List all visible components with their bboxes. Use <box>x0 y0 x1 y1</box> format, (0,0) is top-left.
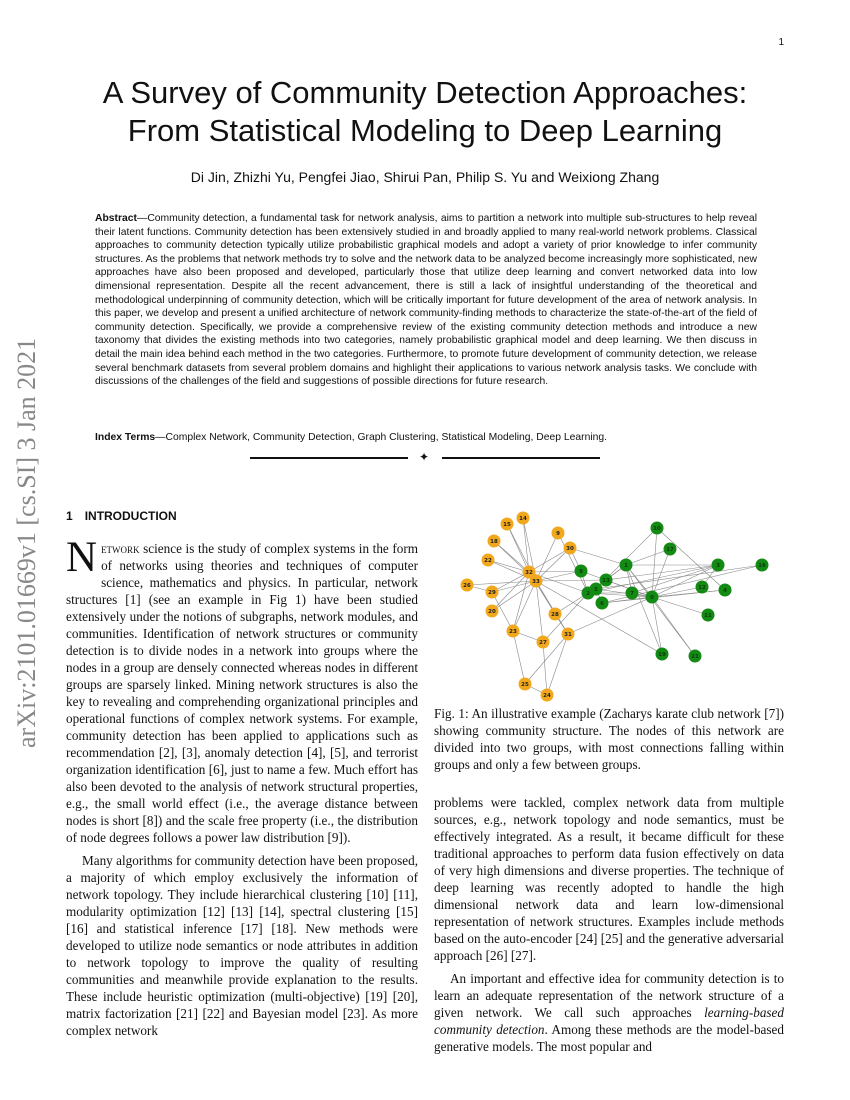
intro-smallcaps: etwork <box>101 541 140 556</box>
network-node <box>656 648 669 661</box>
network-edge <box>626 549 670 565</box>
network-edge <box>626 565 695 656</box>
separator-line-right <box>442 457 600 459</box>
network-node-label: 11 <box>704 613 712 619</box>
network-edge <box>529 571 581 572</box>
abstract-text: —Community detection, a fundamental task for network analysis, aims to partition a network into multiple sub-structures to help reveal their latent functions. Community detection has been extensively studied in and broadly applied to many real-world network problems. Classical approaches to community detection typically utilize probabilistic graphical models and adopt a variety of prior knowledge to infer community structures. As the problems that network methods try to solve and the network data to be analyzed become increasingly more sophisticated, new approaches have also been proposed and developed, particularly those that utilize deep learning and convert networked data into low dimensional representation. Despite all the recent advancement, there is still a lack of insightful understanding of the theoretical and methodological underpinning of community detection, which will be critically important for future development of the area of network analysis. In this paper, we develop and present a unified architecture of network community-finding methods to characterize the state-of-the-art of the field of community detection. Specifically, we provide a comprehensive review of the existing community detection methods and introduce a new taxonomy that divides the existing methods into two categories, namely probabilistic graphical model and deep learning. We then discuss in detail the main idea behind each method in the two categories. Furthermore, to promote future development of community detection, we release several benchmark datasets from several problem domains and highlight their applications to various network analysis tasks. We conclude with discussions of the challenges of the field and suggestions of possible directions for future research. <box>95 213 757 388</box>
network-node <box>646 591 659 604</box>
network-node <box>696 581 709 594</box>
page-number: 1 <box>778 37 784 48</box>
network-edge <box>523 518 529 572</box>
index-terms-label: Index Terms <box>95 432 156 443</box>
network-edge <box>570 548 626 565</box>
abstract-label: Abstract <box>95 213 137 224</box>
network-node <box>626 587 639 600</box>
network-edge <box>536 571 581 581</box>
network-node <box>620 559 633 572</box>
network-edge <box>652 587 702 597</box>
network-node-label: 32 <box>525 570 533 576</box>
network-node <box>517 512 530 525</box>
network-node <box>596 597 609 610</box>
network-node <box>600 574 613 587</box>
network-node <box>501 518 514 531</box>
network-node <box>486 586 499 599</box>
network-edge <box>536 581 568 634</box>
network-node <box>519 678 532 691</box>
network-node-label: 15 <box>503 522 511 528</box>
network-node-label: 25 <box>521 682 529 688</box>
left-column <box>66 534 418 1039</box>
network-node <box>461 579 474 592</box>
separator-line-left <box>250 457 408 459</box>
index-terms-text: —Complex Network, Community Detection, Graph Clustering, Statistical Modeling, Deep Learning. <box>155 432 608 443</box>
network-edge <box>513 631 525 684</box>
network-node-label: 7 <box>630 591 634 597</box>
separator-diamond-icon: ✦ <box>419 450 430 464</box>
network-node <box>689 650 702 663</box>
network-node <box>702 609 715 622</box>
network-node <box>482 554 495 567</box>
section-separator <box>250 449 600 465</box>
network-node-label: 10 <box>653 526 661 532</box>
network-node <box>582 587 595 600</box>
title-line-1: A Survey of Community Detection Approaches: <box>102 75 748 110</box>
network-node-label: 19 <box>658 652 666 658</box>
index-terms <box>95 431 757 445</box>
network-node-label: 3 <box>716 563 720 569</box>
network-node-label: 14 <box>519 516 527 522</box>
figure-caption: Fig. 1: An illustrative example (Zacharys karate club network [7]) showing community structure. The nodes of this network are divided into two groups, with most connections falling within groups and only a few between groups. <box>434 706 784 772</box>
network-node-label: 21 <box>691 654 699 660</box>
network-node <box>507 625 520 638</box>
network-edge <box>492 581 536 592</box>
network-node-label: 0 <box>650 595 654 601</box>
learning-based-term: learning-based community detection <box>434 1005 784 1037</box>
network-node <box>549 608 562 621</box>
network-edge <box>536 548 570 581</box>
network-node <box>486 605 499 618</box>
right-paragraph-2-end: . Among these methods are the model-based generative models. The most popular and <box>434 1022 784 1054</box>
abstract <box>95 212 757 389</box>
network-edge <box>657 528 725 590</box>
section-number: 1 <box>66 509 73 523</box>
author-list: Di Jin, Zhizhi Yu, Pengfei Jiao, Shirui Pan, Philip S. Yu and Weixiong Zhang <box>190 169 660 185</box>
network-node-label: 16 <box>758 563 766 569</box>
network-node <box>719 584 732 597</box>
network-node-label: 22 <box>484 558 492 564</box>
network-edge <box>543 642 547 695</box>
network-node <box>537 636 550 649</box>
section-title: INTRODUCTION <box>84 509 177 523</box>
network-node-label: 9 <box>556 531 560 537</box>
network-edge <box>547 634 568 695</box>
network-node <box>575 565 588 578</box>
drop-cap: N <box>66 534 98 581</box>
network-node <box>664 543 677 556</box>
network-edge <box>652 597 708 615</box>
network-node <box>552 527 565 540</box>
network-node-label: 26 <box>463 583 471 589</box>
network-edge <box>602 590 725 603</box>
right-column <box>434 794 784 1055</box>
network-node <box>562 628 575 641</box>
network-node-label: 30 <box>566 546 574 552</box>
network-edge <box>536 581 543 642</box>
network-node <box>651 522 664 535</box>
network-node <box>488 535 501 548</box>
network-node-label: 2 <box>586 591 590 597</box>
network-edge <box>568 597 652 634</box>
network-node-label: 1 <box>624 563 628 569</box>
intro-paragraph-1 <box>66 534 418 846</box>
network-node-label: 5 <box>594 587 598 593</box>
network-node-label: 31 <box>564 632 572 638</box>
network-node-label: 13 <box>602 578 610 584</box>
network-node <box>530 575 543 588</box>
right-paragraph-1: problems were tackled, complex network data from multiple sources, e.g., network topology and node semantics, must be effectively integrated. As a result, it became difficult for these traditional approaches to perform data fusion effectively on data of very high dimensions and diverse properties. The technique of deep learning was recently adopted to handle the high dimensional network data and learn low-dimensional representation of network structures. Examples include methods based on the auto-encoder [24] [25] and the generative adversarial approach [26] [27]. <box>434 795 784 963</box>
network-node-label: 29 <box>488 590 496 596</box>
network-edge <box>652 528 657 597</box>
network-node-label: 17 <box>666 547 674 553</box>
network-node-label: 24 <box>543 693 551 699</box>
right-paragraph-2-start: An important and effective idea for community detection is to learn an adequate representation of the network structure of a given network. We call such approaches <box>434 971 784 1020</box>
intro-paragraph-2: Many algorithms for community detection have been proposed, a majority of which employ exclusively the information of network topology. They include hierarchical clustering [10] [11], modularity optimization [12] [13] [14], spectral clustering [15] [16] and statistical inference [17] [18]. New methods were developed to utilize node semantics or node attributes in addition to network topology to improve the quality of resulting communities and meanwhile provide explanation to the results. These include heuristic optimization (multi-objective) [19] [20], matrix factorization [21] [22] and Bayesian model [23]. As more complex network <box>66 853 418 1038</box>
network-node-label: 6 <box>600 601 604 607</box>
network-node-label: 23 <box>509 629 517 635</box>
network-node-label: 28 <box>551 612 559 618</box>
title-line-2: From Statistical Modeling to Deep Learning <box>127 113 723 148</box>
network-node <box>564 542 577 555</box>
network-edge <box>536 580 606 581</box>
network-node-label: 33 <box>532 579 540 585</box>
network-node-label: 8 <box>579 569 583 575</box>
network-node <box>712 559 725 572</box>
network-node-label: 20 <box>488 609 496 615</box>
section-heading <box>66 509 177 523</box>
right-paragraph-2 <box>434 970 784 1055</box>
intro-paragraph-1-text: science is the study of complex systems in the form of networks using theories and techniques of computer science, mathematics and physics. In particular, network structures [1] (see an example in Fig 1) have been studied extensively under the notions of subgraphs, network modules, and communities. Identification of network structures or community detection is to divide nodes in a network into groups where the nodes in a group are densely connected whereas nodes in different groups are sparsely linked. Mining network structures is also the key to revealing and comprehending organizational principles and operational functions of complex network systems. For example, community detection has been applied to applications such as recommendation [2], [3], anomaly detection [4], [5], and terrorist organization identification [6], just to name a few. Much effort has also been devoted to the analysis of network structural properties, e.g., the small world effect (i.e., the average distance between nodes is short [8]) and the scale free property (i.e., the distribution of node degrees follows a power law distribution [9]). <box>66 541 418 845</box>
paper-title <box>40 74 810 150</box>
network-node <box>756 559 769 572</box>
network-node-label: 4 <box>723 588 727 594</box>
network-node-label: 27 <box>539 640 547 646</box>
network-node-label: 12 <box>698 585 706 591</box>
karate-club-network-figure <box>456 510 776 705</box>
arxiv-stamp[interactable]: arXiv:2101.01669v1 [cs.SI] 3 Jan 2021 <box>12 337 41 748</box>
network-node-label: 18 <box>490 539 498 545</box>
network-node <box>541 689 554 702</box>
